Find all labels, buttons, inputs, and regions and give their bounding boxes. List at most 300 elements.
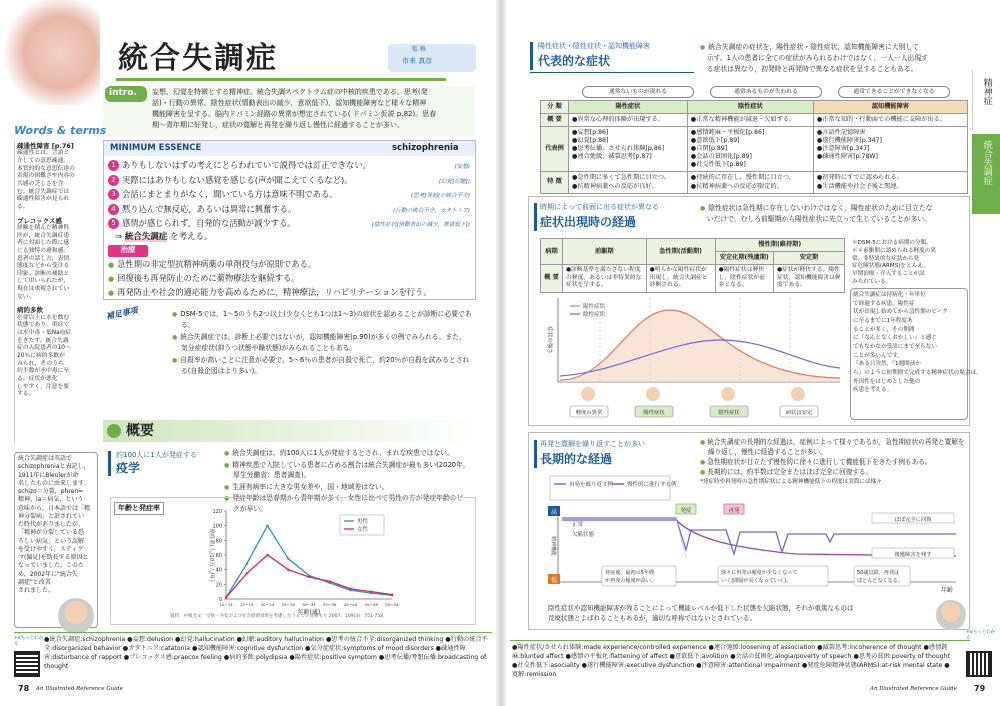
dsm-note-line: ＊＊前駆期に認められる軽度の異: [852, 247, 936, 254]
supplement-item: [172, 355, 472, 376]
footer-glossary-right: ●陽性症状/させられ体験:made experience/controlled experience ●連合弛緩:loosening of association ●滅裂思考:incoherence of thought ●感情鈍麻:blunted affect ●感情の平板化:flattening of affect ●意欲低下:avolition ●会話の貧困化:alogia/poverty of speech ●思考の貧困:poverty of thought ●社交性低下:asociality ●遂行機能障害:executive dysfunction ●注意障害:attentional impairment ●発症危険精神状態(ARMS):at-risk mental state ●寛解:remission: [512, 644, 950, 678]
chart-x-tick-label: 35～39: [323, 602, 337, 607]
sym-cell: ●感情鈍麻・平板化[p.86] ●意欲低下[p.89] ●自閉[p.89] ●会話の貧困化[p.89] ●社交性低下[p.89]: [687, 127, 813, 172]
doctor-illustration-left: [58, 598, 94, 634]
chart-point: [391, 593, 393, 595]
name-note-line: 神分裂病」と訳されてい: [18, 512, 85, 520]
chart-point: [266, 524, 268, 526]
course-cell: ●診断基準を満たさない程度の軽度，あるいは非特異的な症状を呈する。: [563, 265, 647, 293]
sym-col-header: 陰性症状: [687, 101, 813, 114]
sec1-text: [700, 42, 968, 75]
chart-series-line-男性: [226, 526, 392, 598]
treatment-text: 急性期の非定型抗精神病薬の単剤投与が原則である。: [117, 259, 317, 269]
glossary-line: みられ，そのうち: [17, 360, 64, 367]
sec2-text-line: 陰性症状は急性期に存在しないわけではなく，陽性症状のために目立たな: [708, 204, 933, 212]
bullet-icon: ●: [700, 468, 706, 476]
long-note-2: いく(間隔が長くなっていく)。: [721, 578, 792, 584]
long-note-3: 50歳以降，再発は: [857, 570, 900, 576]
bullet-icon: ●: [700, 44, 706, 51]
course-header: 慢性期(維持期): [715, 239, 844, 252]
footer-rule-right: [510, 640, 970, 641]
name-note-line: め，2002年に"統合失: [18, 570, 78, 578]
essence-number: 1: [108, 160, 119, 171]
doc-note-line: で経過する疾患。陽性症: [853, 300, 915, 307]
page-number-left: 78: [18, 684, 30, 693]
treatment-text: 回復後も再発防止のために薬物療法を継続する。: [117, 273, 300, 283]
long-x-label: 年齢: [941, 587, 954, 594]
epi-item: [224, 448, 476, 459]
course-header: 前駆期: [563, 239, 647, 265]
chart-point: [246, 572, 248, 574]
chart-point: [266, 554, 268, 556]
long-legend-label: 再発を繰り返す例: [569, 482, 614, 488]
sec3-text: 長期的には，約半数は完全またはほぼ完全に回復する。: [707, 467, 873, 476]
essence-list: [108, 158, 472, 231]
patient-illustration: [581, 387, 595, 401]
glossary-term: 疎通性障害 [p.76]: [17, 142, 74, 150]
glossary-line: 本質的的な意思伝達の: [17, 165, 75, 172]
label-prodrome: 欠陥状態: [572, 532, 595, 538]
course-cell: ●陽性症状は軽快し，陰性症状が前景となる。: [715, 265, 773, 293]
sec1-text-line: る症状は異なり，初発時と再発時で異なる症状を呈することもある。: [700, 64, 918, 73]
footer-glossary-left: ●統合失調症:schizophrenia ●妄想:delusion ●幻覚:hallucination ●幻聴:auditory hallucination ●思考の統合不全:disorganized thinking ●行動の統合不全:disorganized behavior ●カタトニア:catatonia ●認知機能障害:cognitive dysfunction ●気分症症状:symptoms of mood disorders ●疎通性障害:disturbance of rapport ●プレコックス感:praecox feeling ●病的多飲:polydipsia ●陽性症状:positive symptom ●思考伝播/考想伝播:broadcasting of thought: [44, 636, 488, 670]
long-note-1: 発症後，最初の5年間: [605, 570, 655, 576]
chart-x-tick-label: 45～49: [364, 602, 378, 607]
glossary-line: 患者の話し方，表情，: [17, 255, 75, 262]
curve-label: 病状は安定: [785, 410, 813, 416]
dsm-note-line: みられている。: [852, 279, 892, 286]
treatment-list: [108, 258, 472, 300]
supervisor-name: 市来 真彦: [402, 57, 433, 65]
label-relapse: 再発: [728, 508, 740, 514]
chart-y-tick-label: 100: [212, 523, 222, 530]
doc-note-line: てもなかなか受診にまで至らない: [853, 343, 937, 350]
bubble-row: [582, 86, 967, 100]
sec1-text-line: 示す。1人の患者に全ての症状がみられるわけではなく，一人一人出現す: [700, 53, 928, 62]
essence-tag: (行動の統合不全，カタトニア): [393, 207, 470, 214]
name-note-line: 意味から，日本語では「精: [18, 504, 91, 512]
doc-note-line: 外因性をはじめとした他の: [853, 378, 921, 385]
glossary-line: 医が，統合失調症患: [17, 232, 70, 239]
essence-item: [108, 187, 472, 202]
title-underline: [116, 78, 446, 81]
curve-label: 軽度の異常: [575, 410, 603, 416]
chart-point: [287, 557, 289, 559]
dsm-note-line: 常。非特異的な症状から発: [852, 255, 920, 262]
doc-note-line: ことが多いんです。: [853, 352, 903, 359]
chart-y-tick-label: 20: [215, 582, 222, 589]
page-gutter: [496, 0, 506, 706]
sym-cell: ●異常な心理的体験が出現する。: [569, 114, 688, 127]
name-note-line: ろしい病気」という誤解: [18, 537, 85, 545]
overview-title-bar: [103, 420, 476, 442]
glossary-line: る。症状が悪化: [17, 375, 58, 382]
essence-tag: (陰性症状[情動表出の減少，意欲低下]): [371, 222, 470, 228]
chart-point: [349, 588, 351, 590]
chart-y-tick-label: 80: [215, 538, 222, 545]
treatment-text: 再発防止や社会的適応能力を高めるために，精神療法，リハビリテーションを行う。: [117, 287, 432, 297]
long-y-label: 精神機能: [550, 535, 556, 557]
doc-note-line: に至るまでに1年程度あ: [853, 317, 913, 324]
sec1-rule: [530, 72, 694, 73]
chart-point: [246, 563, 248, 565]
glossary-line: 表現の困難さや内容の: [17, 173, 75, 180]
essence-keyword: schizophrenia: [392, 143, 459, 153]
glossary-line: 者に対面した際に感: [17, 240, 70, 247]
sym-cell: ●急性期に多くて急性期に目立つ。 ●抗精神病薬への反応が良好。: [569, 172, 688, 193]
name-note-line: されました。: [18, 587, 55, 595]
essence-number: 2: [108, 175, 119, 186]
sec2-text: [700, 203, 968, 225]
supplement-list: [172, 309, 472, 378]
treatment-item: [108, 286, 472, 300]
side-tab-active-label: 統合失調症: [981, 140, 992, 185]
sec2-title: 症状出現時の経過: [540, 215, 637, 229]
epi-text: 発症年齢は思春期から青年期が多く，女性に比べて男性の方が発症年齢のピークが早い。: [232, 494, 470, 513]
name-note-line: た時代がありましたが，: [18, 521, 85, 529]
sec3-text: 急性期症状が目立たず慢性的に徐々に進行して機能低下をきたす例もある。: [707, 457, 932, 466]
curve-legend-label: 陰性症状: [583, 312, 606, 318]
long-note-1: が再発の頻度が高い。: [605, 578, 656, 584]
chart-legend-label: 男性: [357, 519, 369, 525]
bullet-icon: ●: [700, 439, 706, 446]
chart-x-tick-label: 10～14: [219, 602, 233, 607]
dsm-note-line: ＊DSM-5における病期の分類。: [852, 240, 932, 246]
sym-cell: ●初発時にすでに認められる。 ●生活機能や社会予後と関連。: [813, 172, 967, 193]
course-cell: ●明らかな陽性症状が出現し，統合失調症と診断される。: [646, 265, 715, 293]
sec3-caption: 再発と寛解を繰り返すことが多い: [540, 440, 645, 448]
bullet-icon: ●: [108, 289, 115, 297]
axis-high: 高: [550, 509, 558, 516]
epi-text: 統合失調症は，約100人に1人が発症するとされ，まれな疾患ではない。: [232, 449, 454, 457]
sec2-text-line: いだけで，むしろ前駆期から陽性症状に先立って生じていることが多い。: [700, 214, 931, 223]
glossary-term: プレコックス感: [17, 216, 63, 225]
essence-number: 5: [108, 218, 119, 229]
long-term-chart: [536, 467, 966, 615]
bullet-icon: ●: [224, 461, 230, 469]
label-residual: 後遺障害を残す: [894, 552, 932, 558]
chart-x-tick-label: 25～29: [281, 602, 295, 607]
sym-row-label: 代表例: [541, 127, 569, 172]
name-note-line: schizo＝分裂，phren=: [18, 488, 84, 496]
side-tab-top-label: 精神症: [981, 78, 992, 105]
intro-line-2: 話)・行動の異常，陰性症状(情動表出の減少，意欲低下)，認知機能障害など様々な精神: [152, 99, 427, 107]
chart-x-tick-label: 20～24: [260, 602, 275, 607]
supplement-text: 自殺率が高いことに注意が必要で，5～6％の患者が自殺で死亡，約20％が自殺を試みるとされる(自殺企図はより多い)。: [180, 356, 470, 375]
patient-illustration: [791, 387, 805, 401]
long-bottom-1: 陰性症状や認知機能障害が残ることによって機能レベルが低下した状態を欠陥状態，それが重篤なものは: [548, 604, 854, 612]
treatment-label: 治療: [108, 245, 148, 257]
overview-title: 概要: [126, 423, 154, 439]
intro-line-4: 期～青年期に好発し，症状の寛解と再発を繰り返し慢性に経過することが多い。: [152, 121, 404, 129]
axis-low: 低: [550, 577, 558, 584]
essence-item: [108, 216, 472, 231]
sym-cell: ●正常な知的・行動面での機能に支障が出る。: [813, 114, 967, 127]
label-full: ほぼ完全に回復: [894, 517, 932, 523]
bullet-icon: ●: [224, 495, 230, 503]
essence-text: 実際にはありもしない感覚を感じる(声が聞こえてくるなど)。: [122, 174, 353, 185]
glossary-line: 症の入院患者の10～: [17, 345, 71, 352]
sec1-line: [700, 42, 968, 53]
side-label-left: +αもっとわかる: [14, 636, 44, 647]
essence-item: [108, 158, 472, 173]
chart-x-tick-label: 30～34: [302, 602, 316, 607]
chart-y-tick-label: 60: [215, 553, 222, 559]
epi-tagline: 約100人に1人が発症する: [116, 451, 197, 459]
page-title: 統合失調症: [118, 41, 278, 76]
patient-illustration: [646, 387, 660, 401]
chart-source: 資料：中根允文：交絡・共変および社会経済効果を考慮したうえでの見積もり 2007；109(3)：751-758: [170, 614, 384, 619]
sec1-line: [700, 64, 968, 75]
positive-area: [560, 310, 840, 382]
curve-legend-label: 陽性症状: [583, 304, 606, 310]
bullet-icon: ●: [172, 311, 178, 318]
curve-y-label: 症状の強さ: [546, 326, 552, 354]
doc-note: [853, 291, 982, 395]
essence-tag: (思考[発話]の統合不全): [410, 193, 470, 199]
chart-point: [225, 596, 227, 598]
dsm-note-line: 症危険状態(ARMS)をとらえ，: [852, 263, 929, 270]
chart-x-tick-label: 40～44: [343, 602, 358, 607]
overview-title-bullet: [107, 424, 121, 438]
bullet-icon: ●: [700, 205, 706, 212]
label-onset: 発症: [680, 508, 692, 514]
doc-note-line: 状が出現し始めてから急性期のピーク: [853, 309, 948, 316]
symptom-table: [540, 100, 968, 194]
essence-tag: (幻覚[幻聴]): [438, 178, 470, 185]
sym-row-label: 特 徴: [541, 172, 569, 193]
brain-illustration: [0, 0, 100, 105]
bullet-icon: ●: [700, 458, 706, 466]
sym-cell: ●妄想[p.86] ●幻覚[p.88] ●思考伝播，させられ体験[p.86] ●連合弛緩，滅裂思考[p.87]: [569, 127, 688, 172]
chart-y-label: 発症率(人/10万人/年): [208, 528, 214, 582]
essence-number: 3: [108, 189, 119, 200]
sym-cell: ●持続的に存在し，慢性期に目立つ。 ●抗精神病薬への反応が限定的。: [687, 172, 813, 193]
sec2-line: [700, 214, 968, 225]
course-header: 病期: [541, 239, 563, 265]
name-note-line: なっていました。このた: [18, 562, 85, 570]
sec3-title: 長期的な経過: [540, 452, 613, 466]
name-note-line: 1911年にBleulerが命: [18, 471, 79, 479]
doc-note-line: 『ある日突然，『1週間前か: [853, 361, 921, 368]
chart-point: [287, 568, 289, 570]
doc-note-line: ら』のように短期間で完成する精神症状の場合は，: [853, 369, 982, 376]
incidence-chart: [200, 503, 400, 618]
course-cell: ●症状が軽快する。陽性症状，認知機能障害は軽度である。: [773, 265, 844, 293]
sec3-item: [700, 458, 968, 468]
glossary-line: ない。: [17, 293, 35, 300]
treatment-item: [108, 272, 472, 286]
treatment-item: [108, 258, 472, 272]
name-note-line: 精神，ia＝病気，という: [18, 496, 84, 504]
glossary-line: 疎通性とは，言語と: [17, 150, 70, 157]
epi-item: [224, 460, 476, 481]
chart-y-tick-label: 0: [218, 597, 222, 603]
glossary-line: 介しての意思疎通。: [17, 158, 70, 165]
essence-header: MINIMUM ESSENCE: [110, 143, 202, 153]
long-legend-box: [550, 476, 670, 500]
sec3-text: 統合失調症の長期的な経過は，症例によって様々であるが，急性期症状の再発と寛解を繰り返し，慢性に経過することが多い。: [707, 438, 965, 456]
book-title-right: An Illustrated Reference Guide: [870, 686, 957, 692]
long-bottom-2: 荒廃状態とよばれることもあるが，適切な呼称ではないとされている。: [548, 614, 756, 622]
sec2-line: [700, 203, 968, 214]
epi-title: 疫学: [116, 461, 141, 475]
long-note-3: ほとんどなくなる。: [857, 578, 903, 584]
sec3-footnote: *発症時や再発時の急性期症状による精神機能低下の程度は実際には様々: [700, 478, 882, 485]
glossary-line: は水中毒・低Na血症: [17, 330, 72, 337]
intro-line-1: 妄想，幻覚を特徴とする精神症。統合失調スペクトラム症の中核的疾患である。思考(発: [152, 88, 428, 96]
glossary-line: 状態であり，重症で: [17, 322, 70, 329]
bubble: 通常ないものが現れる: [582, 86, 694, 98]
name-note-line: マ(偏見)を助長する原因と: [18, 554, 89, 562]
sym-cell: ●言語性記憶障害 ●遂行機能障害[p.347] ●注意障害[p.347] ●疎通性障害[p.78W]: [813, 127, 967, 172]
bubble: 通常あるものが失われる: [710, 86, 822, 98]
chart-x-tick-label: 15～19: [240, 602, 254, 607]
name-note-line: 名したものに由来します。: [18, 479, 90, 487]
sec3-marker: [534, 440, 537, 468]
essence-conclusion-term: 統合失調症: [124, 232, 168, 242]
glossary-line: 現在は重視されてい: [17, 286, 70, 293]
glossary-line: しやすく，注意を要: [17, 383, 70, 390]
book-title-left: An Illustrated Reference Guide: [36, 686, 123, 692]
glossary-list: [17, 142, 93, 399]
essence-text: ありもしないはずの考えにとらわれていて説得では訂正できない。: [122, 160, 371, 170]
course-header: 安定化期(残遺期): [715, 252, 773, 265]
patient-illustration: [721, 387, 735, 401]
words-terms-heading: Words & terms: [14, 124, 107, 137]
chart-legend-label: 女性: [357, 527, 369, 533]
glossary-line: する。: [17, 391, 35, 398]
glossary-line: 疎通性障害が見られ: [17, 196, 70, 203]
sec1-marker: [530, 42, 533, 70]
sec1-line: [700, 53, 968, 64]
glossary-line: 20％に病的多飲が: [17, 353, 65, 360]
essence-text: 黙り込んで無反応，あるいは異常に興奮する。: [122, 203, 297, 214]
essence-item: [108, 202, 472, 217]
chart-y-tick-label: 40: [215, 567, 222, 574]
glossary-line: る。: [17, 203, 29, 210]
intro-line-3: 機能障害を呈する。脳内ドパミン経路の異常が想定されている( ドパミン仮説 p.82)。思春: [152, 110, 437, 118]
long-note-2: 徐々に再発の頻度が少なくなって: [721, 570, 798, 576]
doc-note-line: 疾患を考える。: [853, 387, 893, 394]
bullet-icon: ●: [224, 450, 230, 457]
name-note-line: を受けやすく，スティグ: [18, 545, 84, 553]
label-normal: 正常: [572, 522, 584, 528]
bullet-icon: ●: [108, 275, 115, 283]
sec2-caption: 時期によって前面に出る症状が異なる: [540, 203, 659, 211]
name-note-line: 「精神が分裂している恐: [18, 529, 85, 537]
chart-point: [329, 580, 331, 582]
doc-note-line: ることが多く，その期間: [853, 326, 915, 333]
chart-x-tick-label: 50～54: [385, 602, 399, 607]
chart-title: 年齢と発症率: [114, 502, 164, 515]
glossary-line: 必要以上に水を飲む: [17, 314, 70, 321]
curve-label: 陰性症状: [718, 410, 740, 416]
glossary-line: 共感の乏しさを含: [17, 181, 64, 187]
doc-note-line: 統合失調症は持病化・年単位: [853, 292, 926, 298]
course-grid: [540, 238, 845, 293]
long-legend-label: 慢性的に進行する例: [627, 482, 677, 488]
supplement-label: 補足事項: [105, 305, 139, 322]
side-label-right: +αもっとわかる: [966, 630, 996, 641]
curve-label: 陽性症状: [643, 410, 665, 416]
bullet-icon: ●: [172, 334, 178, 342]
dsm-note-line: 早期治療・介入することが試: [852, 271, 925, 278]
essence-number: 4: [108, 204, 119, 215]
epi-text: 精神疾患で入院している患者に占める割合は統合失調症が最も多い(2020年，厚生労働省：患者調査)。: [232, 460, 470, 480]
qr-code-right: [966, 651, 992, 677]
name-note-line: schizophreniaと表記し，: [18, 463, 90, 471]
essence-item: [108, 173, 472, 188]
essence-conclusion: [115, 232, 213, 243]
essence-text: 感情が感じられず，自発的な活動が減少する。: [122, 218, 296, 228]
course-curve-chart: [540, 296, 845, 421]
glossary-line: じる独特の違和感。: [17, 247, 70, 254]
sec2-marker: [534, 203, 537, 231]
sym-row-label: 概 要: [541, 114, 569, 127]
page-number-right: 79: [974, 684, 986, 693]
glossary-line: 態度などから受ける: [17, 263, 70, 270]
glossary-line: 印象。診断の補助と: [17, 270, 70, 277]
sec3-item: [700, 438, 968, 458]
supplement-item: [172, 332, 472, 353]
chart-y-tick-label: 120: [212, 509, 222, 515]
sym-cell: ●正常な精神機能が減退・欠如する。: [687, 114, 813, 127]
chart-point: [308, 576, 310, 578]
essence-conclusion-suffix: を考える。: [167, 232, 213, 242]
course-header: 安定期: [773, 252, 844, 265]
supplement-text: 統合失調症では，診断上必要ではないが，認知機能障害(p.90)が多くの例でみられる。また，気分症症状(抑うつ状態や躁状態)がみられることもある。: [180, 333, 466, 352]
essence-text: 会話にまとまりがなく，聞いている方は意味不明である。: [122, 189, 338, 199]
course-table: [540, 238, 845, 293]
course-row-label: 概 要: [541, 265, 563, 293]
doc-note-line: に『なんとなくおかしい』と感じ: [853, 335, 937, 342]
supplement-text: DSM-5では，1～5のうち2つ以上(少なくとも1つは1～3)の症状を認めることが診断に必要である。: [180, 310, 472, 329]
essence-conclusion-prefix: ⇒: [115, 232, 125, 242]
glossary-line: 経験を積んだ精神科: [17, 225, 70, 231]
name-note-line: 統合失調症は英語で: [18, 455, 73, 462]
glossary-line: して用いられたが，: [17, 278, 70, 285]
epi-item: [224, 482, 476, 493]
bullet-icon: ●: [172, 357, 178, 365]
chart-point: [370, 590, 372, 592]
essence-tag: (妄想): [454, 164, 470, 170]
glossary-line: む。統合失調症では: [17, 188, 70, 195]
sym-category-header: 分 類: [541, 101, 569, 114]
name-note-line: 調症"と改名: [18, 578, 51, 586]
supplement-item: [172, 309, 472, 330]
dsm-note: [852, 240, 967, 287]
glossary-line: をきたす。統合失調: [17, 337, 69, 344]
name-note: [18, 455, 98, 596]
sec1-text-line: 統合失調症の症状を，陽性症状・陰性症状，認知機能障害に大別して: [708, 43, 919, 51]
glossary-line: 約半数が水中毒に至: [17, 368, 70, 375]
course-header: 急性期(活動期): [646, 239, 715, 265]
footer-rule-left: [14, 632, 492, 633]
epi-marker: [108, 451, 111, 476]
sym-col-header: 陽性症状: [569, 101, 688, 114]
glossary-term: 病的多飲: [17, 306, 43, 315]
epi-text: 生涯有病率に大きな男女差や，国・地域差はない。: [232, 482, 389, 491]
symptom-grid: [540, 100, 968, 194]
doctor-illustration-right: [936, 600, 966, 630]
sec1-caption: 陽性症状・陰性症状・認知機能障害: [538, 42, 650, 50]
bullet-icon: ●: [108, 261, 115, 269]
intro-badge: intro.: [105, 86, 147, 102]
qr-code-left: [14, 651, 40, 677]
bullet-icon: ●: [224, 483, 230, 491]
sec1-title: 代表的な症状: [538, 54, 611, 68]
